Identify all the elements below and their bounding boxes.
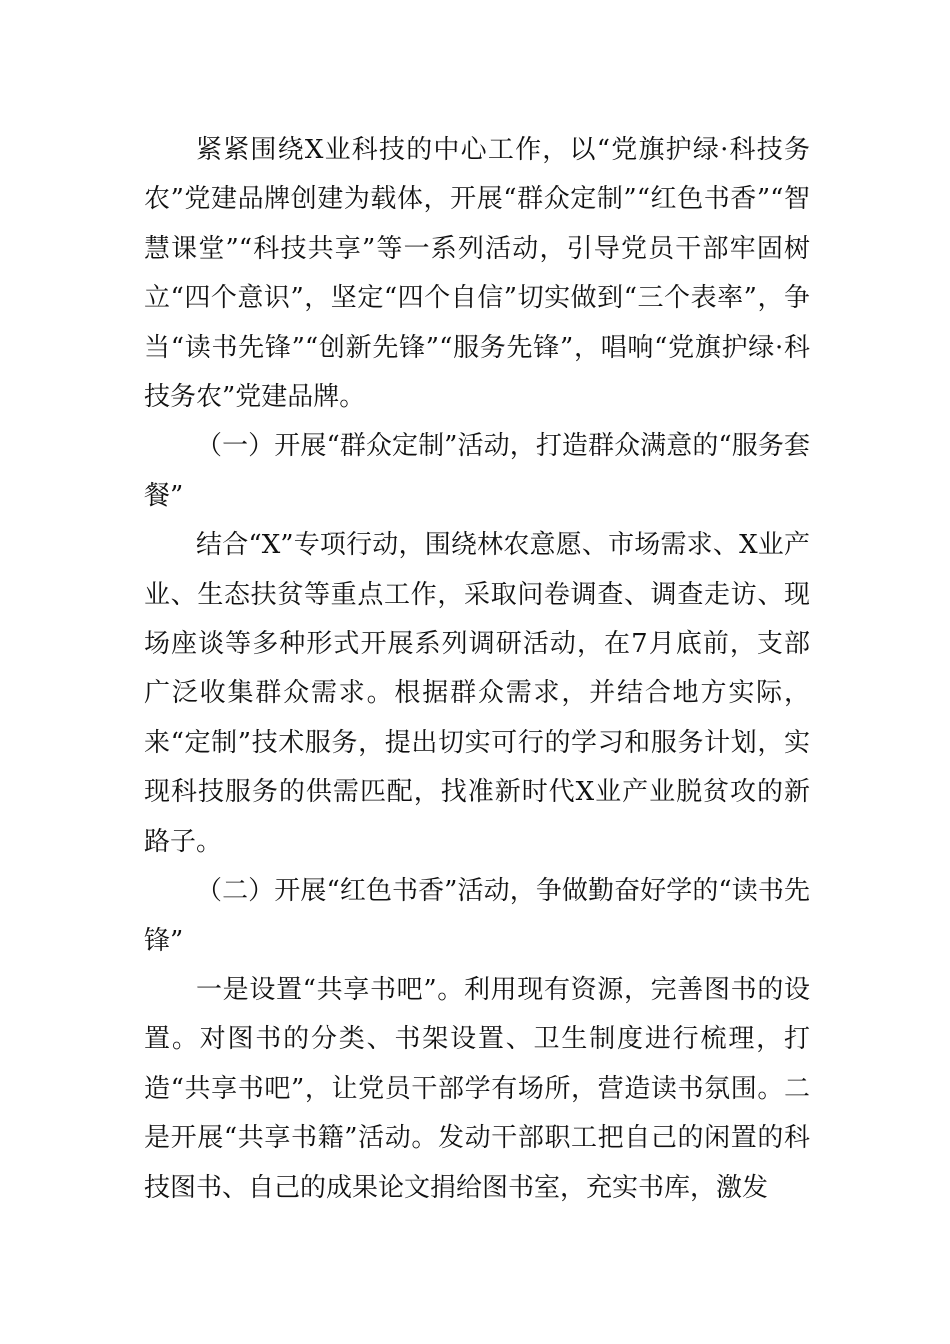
paragraph-intro: 紧紧围绕X业科技的中心工作，以“党旗护绿·科技务农”党建品牌创建为载体，开展“群众定制”“红色书香”“智慧课堂”“科技共享”等一系列活动，引导党员干部牢固树立“四个意识”，坚定“四个自信”切实做到“三个表率”，争当“读书先锋”“创新先锋”“服务先锋”，唱响“党旗护绿·科技务农”党建品牌。 xyxy=(144,135,810,413)
paragraph-section-2: 一是设置“共享书吧”。利用现有资源，完善图书的设置。对图书的分类、书架设置、卫生制度进行梳理，打造“共享书吧”，让党员干部学有场所，营造读书氛围。二是开展“共享书籍”活动。发动干部职工把自己的闲置的科技图书、自己的成果论文捐给图书室，充实书库，激发 xyxy=(144,974,810,1203)
section-heading-1: （一）开展“群众定制”活动，打造群众满意的“服务套餐” xyxy=(144,431,810,511)
document-page xyxy=(144,126,810,1213)
paragraph-section-1: 结合“X”专项行动，围绕林农意愿、市场需求、X业产业、生态扶贫等重点工作，采取问卷调查、调查走访、现场座谈等多种形式开展系列调研活动，在7月底前，支部广泛收集群众需求。根据群众需求，并结合地方实际，来“定制”技术服务，提出切实可行的学习和服务计划，实现科技服务的供需匹配，找准新时代X业产业脱贫攻的新路子。 xyxy=(144,530,810,857)
section-heading-2: （二）开展“红色书香”活动，争做勤奋好学的“读书先锋” xyxy=(144,876,810,956)
